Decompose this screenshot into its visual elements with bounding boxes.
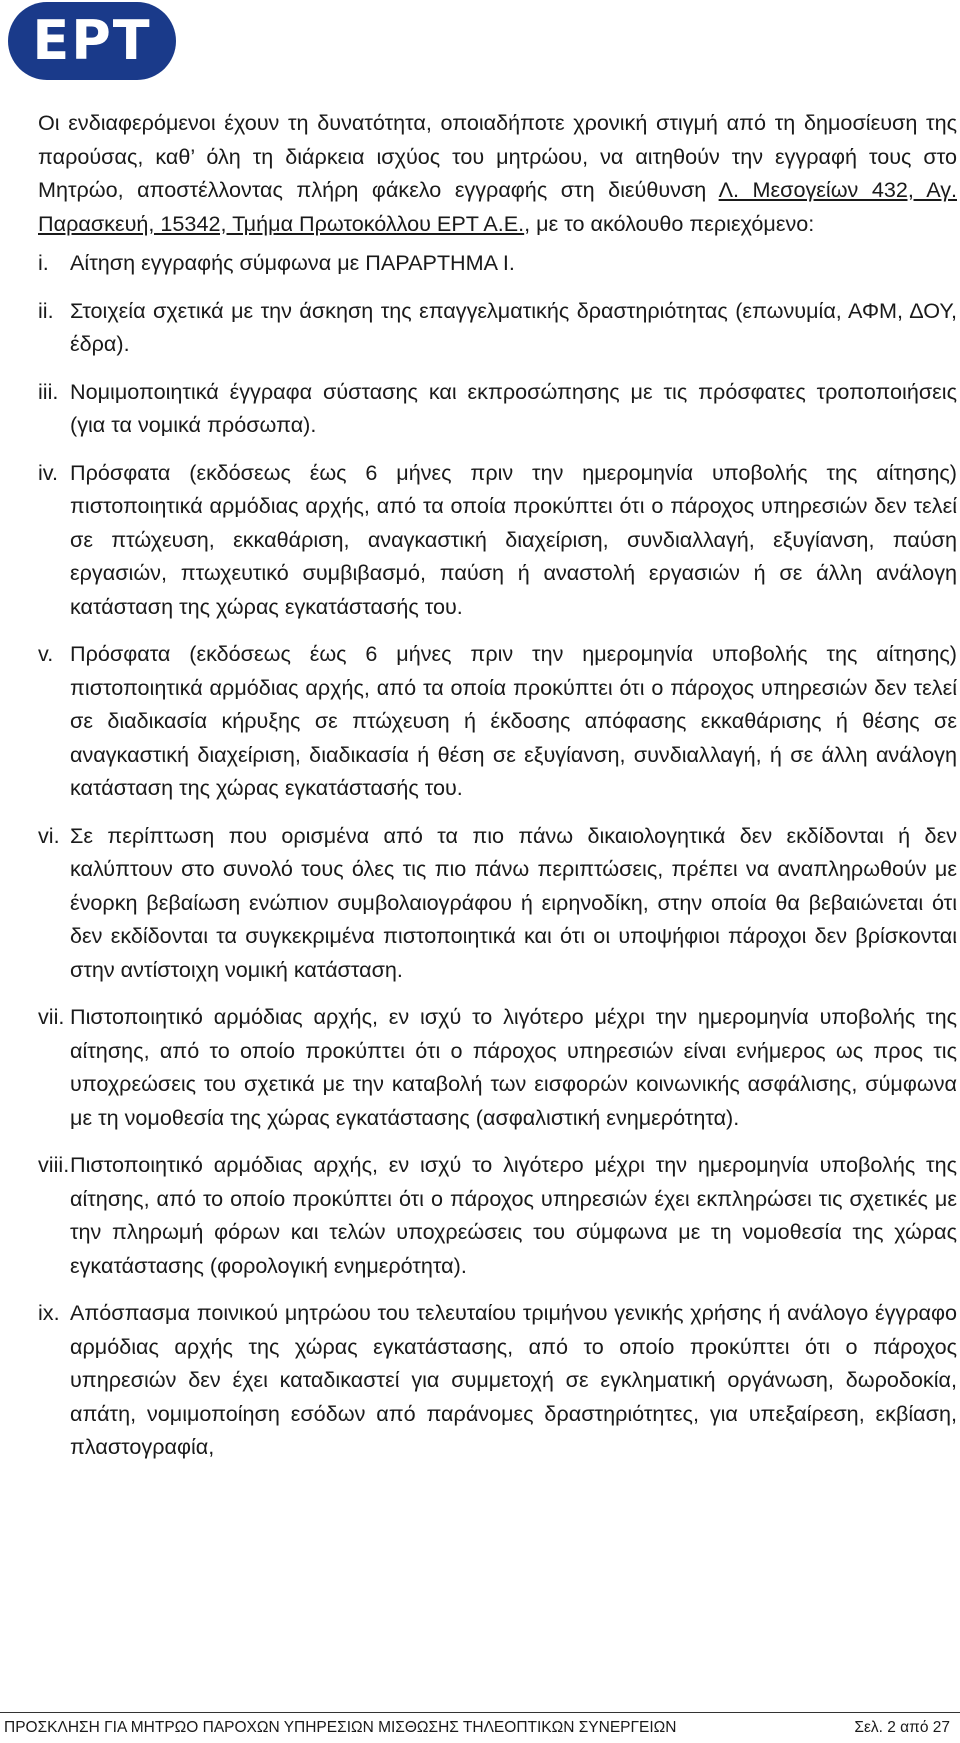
intro-text-1: Οι ενδιαφερόμενοι έχουν τη δυνατότητα, οποιαδήποτε χρονική στιγμή από τη δημοσίευση της παρούσας, καθ’ όλη τη διάρκεια ισχύος του μητρώου, να αιτηθούν την εγγραφή τους στο Μητρώο, αποστέλλοντας πλήρη φάκελο εγγραφής στη διεύθυνση [38,110,957,202]
list-item-text: Πιστοποιητικό αρμόδιας αρχής, εν ισχύ το λιγότερο μέχρι την ημερομηνία υποβολής της αίτησης, από το οποίο προκύπτει ότι ο πάροχος υπηρεσιών είναι ενήμερος ως προς τις υποχρεώσεις του σχετικά με την καταβολή των εισφορών κοινωνικής ασφάλισης, σύμφωνα με τη νομοθεσία της χώρας εγκατάστασης (ασφαλιστική ενημερότητα). [70,1004,957,1130]
intro-paragraph [38,106,957,240]
list-item-number: iv. [38,459,58,485]
list-item-text: Πιστοποιητικό αρμόδιας αρχής, εν ισχύ το λιγότερο μέχρι την ημερομηνία υποβολής της αίτησης, από το οποίο προκύπτει ότι ο πάροχος υπηρεσιών έχει εκπληρώσει τις σχετικές με την πληρωμή φόρων και τελών υποχρεώσεις του σύμφωνα με τη νομοθεσία της χώρας εγκατάστασης (φορολογική ενημερότητα). [70,1152,957,1278]
logo-text: EPT [32,9,152,72]
list-item-number: i. [38,250,49,275]
requirements-list [38,246,957,1464]
list-item [38,1296,957,1464]
list-item [38,456,957,624]
list-item-text: Στοιχεία σχετικά με την άσκηση της επαγγελματικής δραστηριότητας (επωνυμία, ΑΦΜ, ΔΟΥ, έδρα). [70,297,957,356]
list-item-number: iii. [38,378,59,404]
list-item [38,1000,957,1134]
intro-text-2: , με το ακόλουθο περιεχόμενο: [524,210,815,236]
list-item [38,375,957,442]
page-footer [0,1712,960,1743]
list-item-text: Πρόσφατα (εκδόσεως έως 6 μήνες πριν την ημερομηνία υποβολής της αίτησης) πιστοποιητικά αρμόδιας αρχής, από τα οποία προκύπτει ότι ο πάροχος υπηρεσιών δεν τελεί σε πτώχευση, εκκαθάριση, αναγκαστική διαχείριση, συνδιαλλαγή, εξυγίανση, παύση εργασιών, πτωχευτικό συμβιβασμό, παύση ή αναστολή εργασιών ή σε άλλη ανάλογη κατάσταση της χώρας εγκατάστασής του. [70,459,957,619]
ert-logo [8,2,176,80]
list-item-number: v. [38,641,54,666]
list-item-number: ii. [38,297,54,323]
list-item [38,294,957,361]
document-body [38,106,957,1478]
list-item [38,246,957,280]
list-item-number: viii. [38,1152,70,1177]
address-text: Λ. Μεσογείων 432, Αγ. Παρασκευή, 15342, Τμήμα Πρωτοκόλλου ΕΡΤ Α.Ε. [38,177,957,236]
list-item-text: Σε περίπτωση που ορισμένα από τα πιο πάνω δικαιολογητικά δεν εκδίδονται ή δεν καλύπτουν στο συνολό τους όλες τις πιο πάνω περιπτώσεις, πρέπει να αναπληρωθούν με ένορκη βεβαίωση ενώπιον συμβολαιογράφου ή ειρηνοδίκη, στην οποία θα βεβαιώνεται ότι δεν εκδίδονται τα συγκεκριμένα πιστοποιητικά και ότι οι υποψήφιοι πάροχοι δεν βρίσκονται στην αντίστοιχη νομική κατάσταση. [70,822,957,982]
list-item [38,819,957,987]
list-item-number: vi. [38,822,60,848]
list-item-text: Πρόσφατα (εκδόσεως έως 6 μήνες πριν την ημερομηνία υποβολής της αίτησης) πιστοποιητικά αρμόδιας αρχής, από τα οποία προκύπτει ότι ο πάροχος υπηρεσιών δεν τελεί σε διαδικασία κήρυξης σε πτώχευση ή έκδοσης απόφασης εκκαθάρισης ή θέσης σε αναγκαστική διαχείριση, διαδικασία ή θέση σε εξυγίανση, συνδιαλλαγή, ή σε άλλη ανάλογη κατάσταση της χώρας εγκατάστασής του. [70,641,957,800]
list-item-number: vii. [38,1004,65,1029]
list-item [38,637,957,805]
page-number: Σελ. 2 από 27 [854,1719,950,1736]
list-item-text: Αίτηση εγγραφής σύμφωνα με ΠΑΡΑΡΤΗΜΑ Ι. [70,250,515,275]
list-item [38,1148,957,1282]
list-item-text: Νομιμοποιητικά έγγραφα σύστασης και εκπροσώπησης με τις πρόσφατες τροποποιήσεις (για τα νομικά πρόσωπα). [70,378,957,437]
list-item-text: Απόσπασμα ποινικού μητρώου του τελευταίου τριμήνου γενικής χρήσης ή ανάλογο έγγραφο αρμόδιας αρχής της χώρας εγκατάστασης, από το οποίο προκύπτει ότι ο πάροχος υπηρεσιών δεν έχει καταδικαστεί για συμμετοχή σε εγκληματική οργάνωση, δωροδοκία, απάτη, νομιμοποίηση εσόδων από παράνομες δραστηριότητες, για υπεξαίρεση, εκβίαση, πλαστογραφία, [70,1300,957,1459]
list-item-number: ix. [38,1300,60,1325]
footer-title: ΠΡΟΣΚΛΗΣΗ ΓΙΑ ΜΗΤΡΩΟ ΠΑΡΟΧΩΝ ΥΠΗΡΕΣΙΩΝ ΜΙΣΘΩΣΗΣ ΤΗΛΕΟΠΤΙΚΩΝ ΣΥΝΕΡΓΕΙΩΝ [4,1719,677,1736]
